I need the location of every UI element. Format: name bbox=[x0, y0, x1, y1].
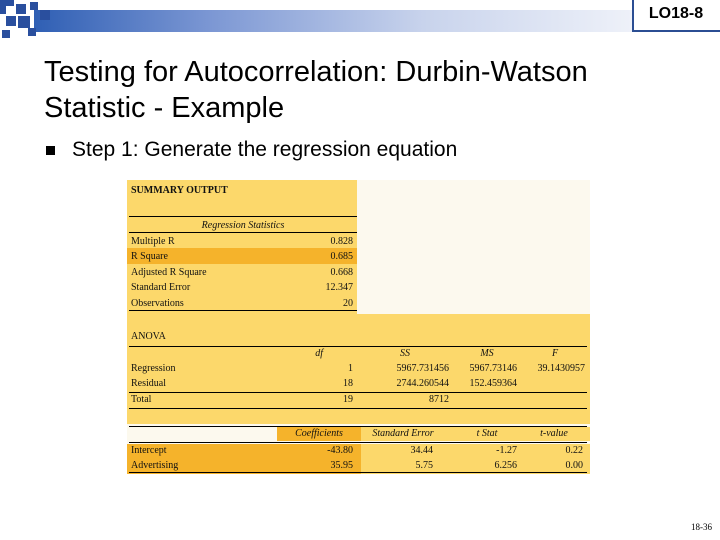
anova-row-label: Residual bbox=[131, 378, 166, 389]
lo-code: LO18-8 bbox=[648, 5, 704, 22]
stat-value: 12.347 bbox=[325, 282, 353, 293]
anova-df: 1 bbox=[348, 363, 353, 374]
anova-row-label: Total bbox=[131, 394, 152, 405]
anova-col-ss: SS bbox=[400, 348, 410, 359]
bullet-text: Step 1: Generate the regression equation bbox=[72, 138, 458, 161]
coef-value: 35.95 bbox=[330, 460, 353, 471]
coef-col-standard-error: Standard Error bbox=[372, 428, 434, 439]
title-line-1: Testing for Autocorrelation: Durbin-Watson bbox=[44, 56, 588, 88]
anova-df: 18 bbox=[343, 378, 353, 389]
stat-value: 0.685 bbox=[330, 251, 353, 262]
stat-value: 20 bbox=[343, 298, 353, 309]
coef-col-coefficients: Coefficients bbox=[295, 428, 343, 439]
summary-heading: SUMMARY OUTPUT bbox=[131, 185, 228, 196]
coef-se: 34.44 bbox=[410, 445, 433, 456]
header-band bbox=[34, 10, 632, 32]
anova-ms: 5967.73146 bbox=[469, 363, 517, 374]
anova-col-df: df bbox=[315, 348, 323, 359]
coef-t: 6.256 bbox=[494, 460, 517, 471]
anova-col-f: F bbox=[551, 348, 559, 359]
coef-col-t-value: t-value bbox=[540, 428, 568, 439]
anova-row-label: Regression bbox=[131, 363, 176, 374]
bullet-square-icon bbox=[46, 146, 55, 155]
anova-col-ms: MS bbox=[480, 348, 494, 359]
regression-statistics-heading: Regression Statistics bbox=[201, 220, 285, 231]
anova-heading: ANOVA bbox=[131, 331, 166, 342]
anova-f: 39.1430957 bbox=[537, 363, 585, 374]
coef-col-t-stat: t Stat bbox=[476, 428, 498, 439]
stat-value: 0.828 bbox=[330, 236, 353, 247]
regression-summary-output bbox=[127, 180, 590, 474]
coef-p: 0.00 bbox=[565, 460, 583, 471]
stat-label: Multiple R bbox=[131, 236, 175, 247]
anova-ss: 8712 bbox=[429, 394, 449, 405]
coef-value: -43.80 bbox=[327, 445, 353, 456]
stat-value: 0.668 bbox=[330, 267, 353, 278]
anova-ss: 5967.731456 bbox=[396, 363, 449, 374]
coef-se: 5.75 bbox=[415, 460, 433, 471]
coef-row-label: Advertising bbox=[131, 460, 179, 471]
coef-row-label: Intercept bbox=[131, 445, 167, 456]
anova-ms: 152.459364 bbox=[469, 378, 517, 389]
anova-df: 19 bbox=[343, 394, 353, 405]
stat-label: R Square bbox=[131, 251, 168, 262]
anova-ss: 2744.260544 bbox=[396, 378, 449, 389]
coef-p: 0.22 bbox=[565, 445, 583, 456]
stat-label: Observations bbox=[131, 298, 184, 309]
coef-t: -1.27 bbox=[496, 445, 517, 456]
slide-number: 18-36 bbox=[691, 522, 712, 532]
stat-label: Adjusted R Square bbox=[131, 267, 207, 278]
slide-title bbox=[44, 54, 684, 126]
title-line-2: Statistic - Example bbox=[44, 92, 285, 124]
stat-label: Standard Error bbox=[131, 282, 191, 293]
